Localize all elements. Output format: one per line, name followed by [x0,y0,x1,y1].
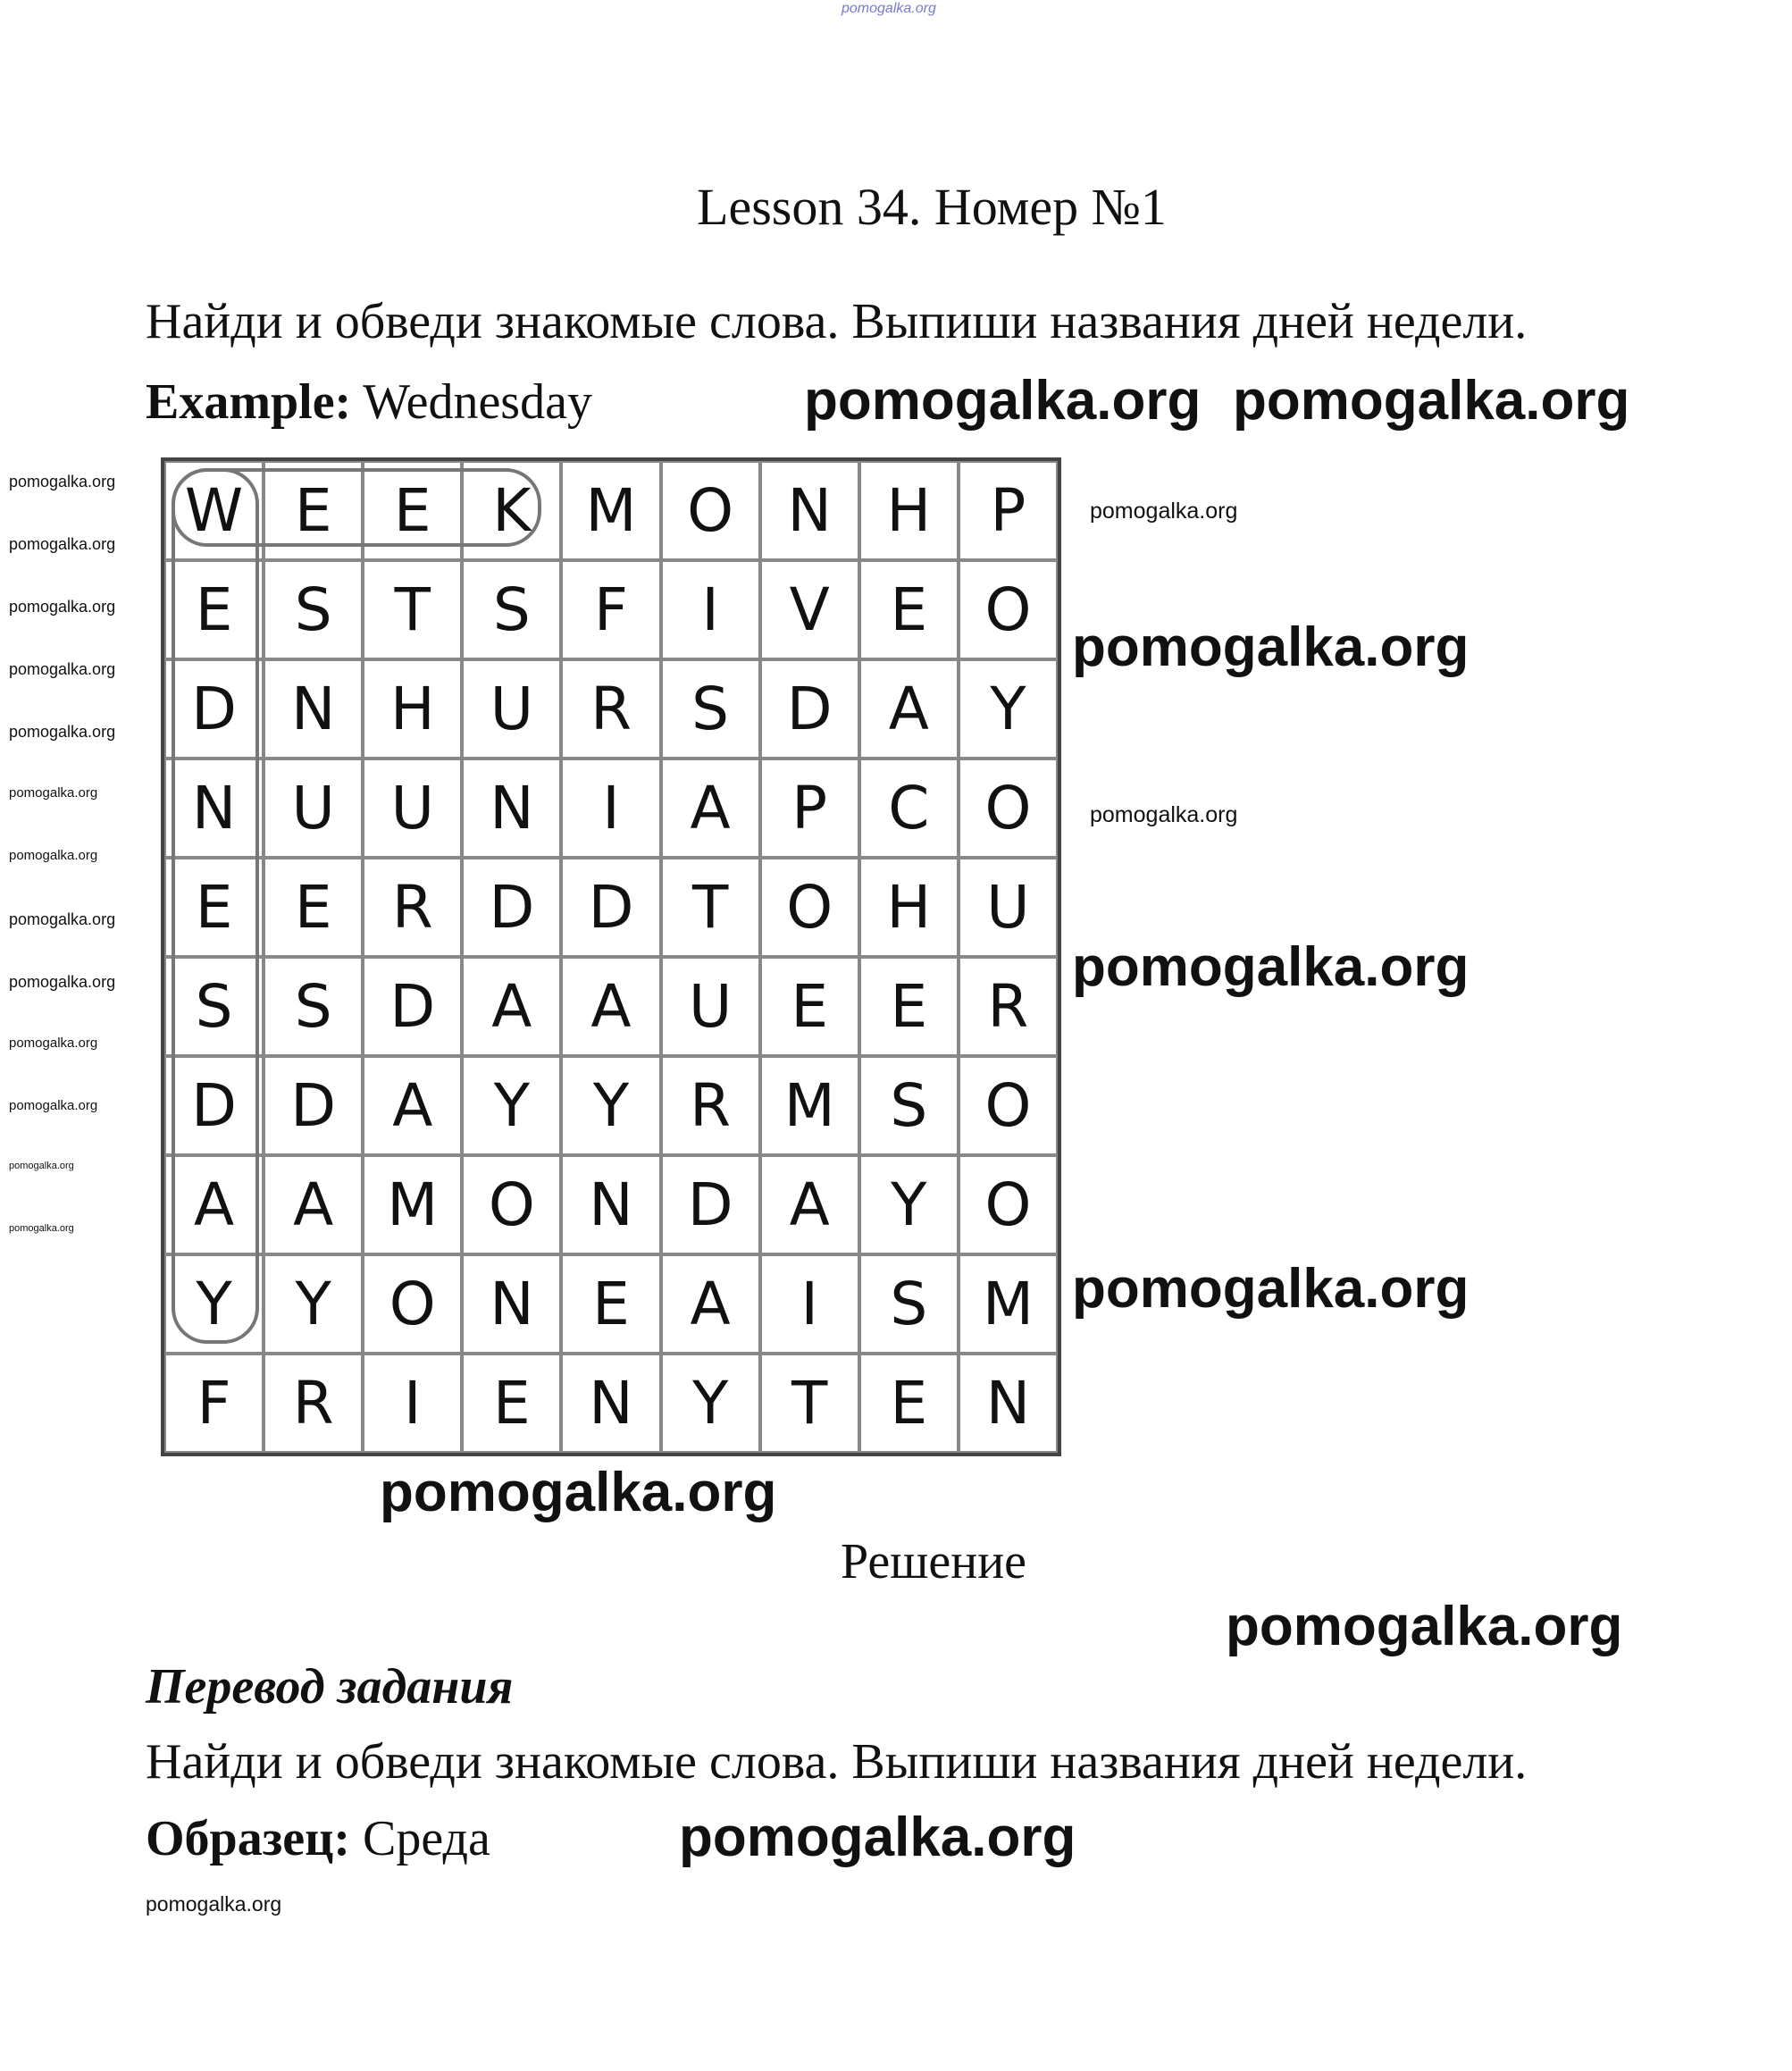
page-title: Lesson 34. Номер №1 [697,178,1167,236]
example-line [146,373,592,431]
grid-cell[interactable]: O [363,1254,462,1354]
grid-cell[interactable]: D [164,1056,264,1155]
grid-cell[interactable]: U [264,759,363,858]
watermark: pomogalka.org [9,473,116,490]
grid-cell[interactable]: N [959,1354,1058,1453]
grid-cell[interactable]: O [760,858,859,957]
watermark: pomogalka.org [9,723,116,741]
grid-cell[interactable]: R [363,858,462,957]
grid-cell[interactable]: R [661,1056,760,1155]
grid-cell[interactable]: N [462,1254,561,1354]
watermark: pomogalka.org [9,848,98,863]
grid-cell[interactable]: Y [561,1056,660,1155]
grid-cell[interactable]: A [661,1254,760,1354]
translation-example-value: Среда [362,1811,490,1866]
watermark: pomogalka.org [804,370,1202,432]
grid-cell[interactable]: U [363,759,462,858]
grid-cell[interactable]: O [462,1155,561,1254]
grid-cell[interactable]: F [561,560,660,659]
grid-cell[interactable]: F [164,1354,264,1453]
grid-cell[interactable]: Y [264,1254,363,1354]
grid-cell[interactable]: Y [462,1056,561,1155]
watermark: pomogalka.org [1072,1258,1470,1320]
watermark: pomogalka.org [9,660,116,678]
grid-cell[interactable]: Y [661,1354,760,1453]
grid-cell[interactable]: N [561,1354,660,1453]
grid-cell[interactable]: E [164,560,264,659]
grid-cell[interactable]: N [264,659,363,759]
grid-cell[interactable]: S [661,659,760,759]
watermark: pomogalka.org [9,598,116,616]
example-value: Wednesday [363,374,592,430]
grid-cell[interactable]: Y [959,659,1058,759]
grid-cell[interactable]: T [760,1354,859,1453]
watermark: pomogalka.org [1072,616,1470,678]
grid-cell[interactable]: S [859,1254,959,1354]
grid-cell[interactable]: O [959,1155,1058,1254]
word-search-grid [161,457,1061,1456]
task-instruction: Найди и обведи знакомые слова. Выпиши названия дней недели. [146,294,1528,349]
grid-cell[interactable]: O [959,1056,1058,1155]
example-label: Example: [146,374,352,430]
grid-cell[interactable]: T [661,858,760,957]
watermark: pomogalka.org [1090,499,1238,524]
grid-cell[interactable]: N [760,461,859,560]
grid-cell[interactable]: V [760,560,859,659]
grid-cell[interactable]: E [859,957,959,1056]
grid-cell[interactable]: M [959,1254,1058,1354]
translation-example-label: Образец: [146,1811,350,1866]
grid-cell[interactable]: S [264,560,363,659]
watermark: pomogalka.org [9,1036,98,1051]
grid-cell[interactable]: O [661,461,760,560]
watermark: pomogalka.org [1226,1596,1623,1657]
grid-cell[interactable]: I [363,1354,462,1453]
translation-heading: Перевод задания [146,1659,514,1715]
grid-cell[interactable]: A [363,1056,462,1155]
grid-cell[interactable]: I [661,560,760,659]
grid-cell[interactable]: N [462,759,561,858]
watermark: pomogalka.org [679,1807,1076,1868]
grid-cell[interactable]: A [561,957,660,1056]
grid-cell[interactable]: K [462,461,561,560]
solution-heading: Решение [840,1534,1027,1589]
grid-cell[interactable]: P [959,461,1058,560]
grid-cell[interactable]: A [264,1155,363,1254]
grid-cell[interactable]: N [164,759,264,858]
grid-cell[interactable]: R [264,1354,363,1453]
grid-cell[interactable]: C [859,759,959,858]
grid-cell[interactable]: M [561,461,660,560]
grid-cell[interactable]: H [859,461,959,560]
grid-cell[interactable]: A [462,957,561,1056]
translation-instruction: Найди и обведи знакомые слова. Выпиши названия дней недели. [146,1734,1528,1790]
grid-cell[interactable]: S [462,560,561,659]
watermark: pomogalka.org [9,910,116,928]
grid-cell[interactable]: S [264,957,363,1056]
grid-cell[interactable]: A [859,659,959,759]
grid-cell[interactable]: H [363,659,462,759]
grid-cell[interactable]: T [363,560,462,659]
grid-cell[interactable]: E [760,957,859,1056]
grid-cell[interactable]: E [164,858,264,957]
grid-cell[interactable]: Y [164,1254,264,1354]
grid-cell[interactable]: D [561,858,660,957]
grid-cell[interactable]: A [760,1155,859,1254]
grid-cell[interactable]: U [661,957,760,1056]
grid-cell[interactable]: U [462,659,561,759]
translation-example [146,1810,490,1867]
grid-cell[interactable]: E [859,560,959,659]
grid-cell[interactable]: I [760,1254,859,1354]
watermark: pomogalka.org [146,1892,282,1916]
grid-cell[interactable]: W [164,461,264,560]
grid-cell[interactable]: E [859,1354,959,1453]
grid-cell[interactable]: E [462,1354,561,1453]
grid-cell[interactable]: P [760,759,859,858]
watermark: pomogalka.org [9,785,98,801]
watermark: pomogalka.org [380,1462,777,1523]
grid-cell[interactable]: E [561,1254,660,1354]
grid-cell[interactable]: D [264,1056,363,1155]
grid-cell[interactable]: O [959,560,1058,659]
grid-cell[interactable]: U [959,858,1058,957]
watermark: pomogalka.org [9,1223,74,1234]
watermark: pomogalka.org [9,1161,74,1171]
grid-cell[interactable]: A [661,759,760,858]
grid-cell[interactable]: D [760,659,859,759]
grid-cell[interactable]: S [164,957,264,1056]
grid-cell[interactable]: N [561,1155,660,1254]
grid-cell[interactable]: R [959,957,1058,1056]
watermark: pomogalka.org [9,535,116,553]
grid-cell[interactable]: E [264,461,363,560]
grid-cell[interactable]: S [859,1056,959,1155]
watermark: pomogalka.org [842,1,936,16]
grid-cell[interactable]: D [164,659,264,759]
grid-cell[interactable]: M [760,1056,859,1155]
watermark: pomogalka.org [1233,370,1630,432]
grid-cell[interactable]: Y [859,1155,959,1254]
watermark: pomogalka.org [9,1098,98,1113]
watermark: pomogalka.org [9,973,116,991]
grid-cell[interactable]: D [661,1155,760,1254]
grid-cell[interactable]: A [164,1155,264,1254]
grid-cell[interactable]: D [462,858,561,957]
grid-cell[interactable]: O [959,759,1058,858]
grid-cell[interactable]: E [264,858,363,957]
grid-cell[interactable]: M [363,1155,462,1254]
watermark: pomogalka.org [1072,936,1470,998]
grid-cell[interactable]: D [363,957,462,1056]
watermark: pomogalka.org [1090,802,1238,827]
grid-cell[interactable]: I [561,759,660,858]
grid-cell[interactable]: R [561,659,660,759]
grid-cell[interactable]: H [859,858,959,957]
grid-cell[interactable]: E [363,461,462,560]
